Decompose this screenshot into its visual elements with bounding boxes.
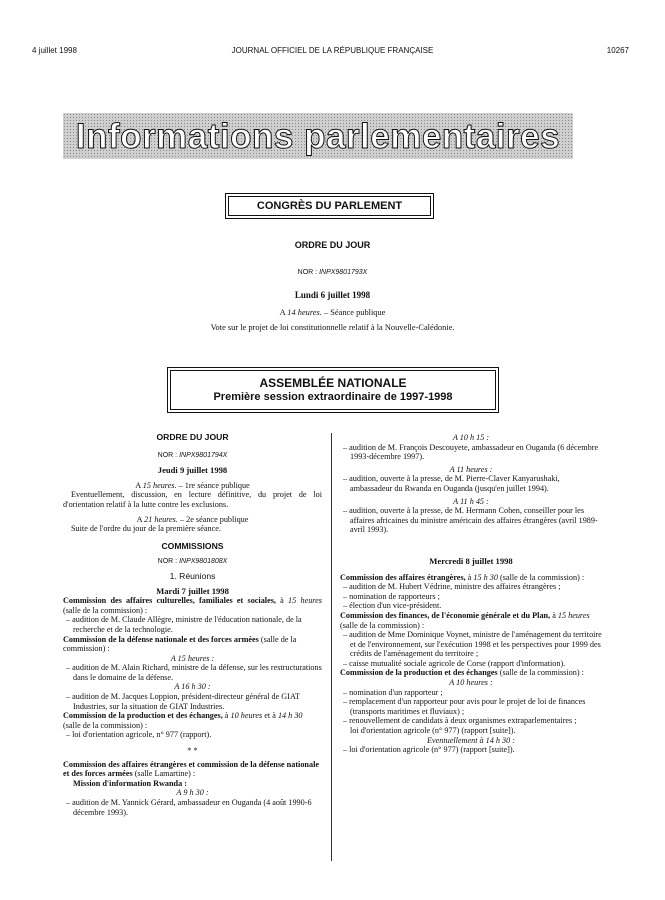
nor-label: NOR : <box>297 269 318 276</box>
commission-finances <box>340 611 602 630</box>
time-heading: Eventuellement à 14 h 30 : <box>427 735 515 745</box>
commission-text: (salle Lamartine) : <box>132 769 196 779</box>
list-item: – loi d'orientation agricole (n° 977) (rapport [suite]). <box>343 745 515 755</box>
right-column <box>340 433 602 755</box>
commission-time: 15 h 30 <box>473 572 498 582</box>
list-item: – audition de M. Jacques Loppion, président-directeur général de GIAT Industries, sur la situation de GIAT Industries. <box>66 692 300 711</box>
commission-etrangeres <box>340 573 602 583</box>
assemblee-title-box <box>170 370 496 410</box>
time-suffix: – Séance publique <box>321 308 386 317</box>
list-item: – loi d'orientation agricole, n° 977 (rapport). <box>66 730 212 740</box>
nor-label: NOR : <box>157 558 178 566</box>
commission-text: (salle de la commission) : <box>63 634 297 654</box>
commission-text: (salle de la commission) : <box>63 720 148 730</box>
commission-title: Commission de la défense nationale et des forces armées <box>63 634 259 644</box>
commission-text: (salle de la commission) : <box>63 605 148 615</box>
list-item: – audition de M. Hubert Védrine, ministre des affaires étrangères ; <box>343 582 561 592</box>
nor-code: INPX9801794X <box>179 451 228 459</box>
time-heading: A 16 h 30 : <box>174 682 211 692</box>
congres-title-box <box>228 196 431 216</box>
list-item: – audition de M. Yannick Gérard, ambassadeur en Ouganda (4 août 1990-6 décembre 1993). <box>66 798 312 817</box>
left-nor-2 <box>63 557 322 567</box>
commission-text: à <box>275 596 289 606</box>
commission-text: (salle de la commission) : <box>497 572 585 582</box>
time-value: 21 heures. <box>144 514 178 524</box>
list-item: – audition de M. Alain Richard, ministre de la défense, sur les restructurations dans le domaine de la défense. <box>66 663 322 682</box>
left-time-2 <box>63 515 322 525</box>
congres-title: CONGRÈS DU PARLEMENT <box>256 200 403 212</box>
commission-text: à <box>222 711 231 721</box>
commission-defense <box>63 635 322 654</box>
separator-stars: * * <box>187 746 198 756</box>
left-reunions-heading: 1. Réunions <box>169 570 216 581</box>
time-heading: A 9 h 30 : <box>176 788 209 798</box>
mission-heading: Mission d'information Rwanda : <box>73 778 187 788</box>
header-date: 4 juillet 1998 <box>32 46 77 55</box>
commission-title: Commission de la production et des échanges <box>340 668 498 678</box>
nor-code: INPX9801793X <box>319 269 368 276</box>
time-heading: A 10 h 15 : <box>452 433 490 442</box>
commission-text: (salle de la commission) : <box>497 668 584 678</box>
right-day: Mercredi 8 juillet 1998 <box>429 555 513 566</box>
column-divider <box>331 433 332 861</box>
congres-day: Lundi 6 juillet 1998 <box>294 290 371 300</box>
nor-label: NOR : <box>157 451 178 459</box>
time-prefix: A <box>135 480 141 490</box>
assemblee-subtitle: Première session extraordinaire de 1997-1998 <box>213 391 453 403</box>
left-nor <box>63 451 322 461</box>
list-item: – renouvellement de candidats à deux organismes extraparlementaires ; <box>343 716 577 726</box>
list-item: – remplacement d'un rapporteur pour avis pour le projet de loi de finances (transports maritimes et fluviaux) ; <box>343 697 586 716</box>
time-prefix: A <box>279 308 286 317</box>
time-heading: A 11 h 45 : <box>453 496 489 506</box>
commission-title: Commission des affaires étrangères, <box>340 572 466 582</box>
time-suffix: – 1re séance publique <box>176 480 250 490</box>
commission-title: Commission des affaires culturelles, familiales et sociales, <box>63 596 276 606</box>
header-page-number: 10267 <box>606 46 629 55</box>
commission-production-2 <box>340 668 602 678</box>
commission-production <box>63 711 322 730</box>
left-time-1 <box>63 481 322 491</box>
left-column <box>63 433 322 817</box>
commission-time: 14 h 30 <box>277 711 303 721</box>
time-heading: A 15 heures : <box>170 653 215 663</box>
list-item: – élection d'un vice-président. <box>343 601 442 611</box>
commission-title: Commission des affaires étrangères et commission de la défense nationale et des forces armées <box>63 759 319 779</box>
time-heading: A 10 heures : <box>449 678 493 688</box>
commission-time: 15 heures <box>288 596 322 606</box>
left-paragraph-2: Suite de l'ordre du jour de la première séance. <box>71 524 221 534</box>
congres-ordre-du-jour: ORDRE DU JOUR <box>294 240 371 250</box>
list-item: – nomination de rapporteurs ; <box>343 591 440 601</box>
congres-vote: Vote sur le projet de loi constitutionnelle relatif à la Nouvelle-Calédonie. <box>210 323 455 332</box>
left-paragraph-1: Eventuellement, discussion, en lecture définitive, du projet de loi d'orientation relatif à la lutte contre les exclusions. <box>63 490 322 509</box>
commission-title: Commission de la production et des échanges, <box>63 711 223 721</box>
section-banner <box>63 113 573 159</box>
time-suffix: – 2e séance publique <box>177 514 249 524</box>
commission-text: à <box>465 572 474 582</box>
commission-text: (salle de la commission) : <box>340 620 425 630</box>
time-heading: A 11 heures : <box>449 464 493 474</box>
time-value: 15 heures. <box>142 480 177 490</box>
congres-time-line <box>0 308 665 317</box>
list-item: – audition de Mme Dominique Voynet, ministre de l'aménagement du territoire et de l'environnement, sur l'exécution 1998 et les perspectives pour 1999 des crédits de l'aménagement du territoire ; <box>343 630 602 659</box>
list-item: – nomination d'un rapporteur ; <box>343 687 443 697</box>
list-item: – audition, ouverte à la presse, de M. Hermann Cohen, conseiller pour les affaires africaines du ministre américain des affaires étrangères (avril 1989-avril 1993). <box>343 506 598 535</box>
list-item: loi d'orientation agricole (n° 977) (rapport [suite]). <box>350 726 516 736</box>
commission-culturelles <box>63 596 322 615</box>
time-value: 14 heures. <box>287 308 322 317</box>
header-journal: JOURNAL OFFICIEL DE LA RÉPUBLIQUE FRANÇAISE <box>231 46 434 55</box>
left-commissions-heading: COMMISSIONS <box>161 540 224 551</box>
left-ordre-du-jour: ORDRE DU JOUR <box>156 432 229 442</box>
left-day: Jeudi 9 juillet 1998 <box>157 465 228 476</box>
commission-rwanda <box>63 760 322 779</box>
congres-nor <box>0 269 665 276</box>
nor-code: INPX9801808X <box>179 558 228 566</box>
list-item: – caisse mutualité sociale agricole de Corse (rapport d'information). <box>343 658 566 668</box>
banner-title: Informations parlementaires <box>75 117 561 156</box>
commission-text: à <box>550 610 558 620</box>
assemblee-title: ASSEMBLÉE NATIONALE <box>259 376 407 390</box>
commission-time: 15 heures <box>557 610 590 620</box>
list-item: – audition, ouverte à la presse, de M. Pierre-Claver Kanyarushaki, ambassadeur du Rwanda en Ouganda (jusqu'en juillet 1994). <box>343 474 560 493</box>
commission-title: Commission des finances, de l'économie générale et du Plan, <box>340 610 551 620</box>
left-day-2: Mardi 7 juillet 1998 <box>156 585 229 596</box>
list-item: – audition de M. Claude Allègre, ministre de l'éducation nationale, de la recherche et de la technologie. <box>66 615 302 634</box>
time-prefix: A <box>136 514 143 524</box>
list-item: – audition de M. François Descouyete, ambassadeur en Ouganda (6 décembre 1993-décembre 1997). <box>343 442 599 462</box>
commission-text: et à <box>262 711 278 721</box>
commission-time: 10 heures <box>230 711 263 721</box>
